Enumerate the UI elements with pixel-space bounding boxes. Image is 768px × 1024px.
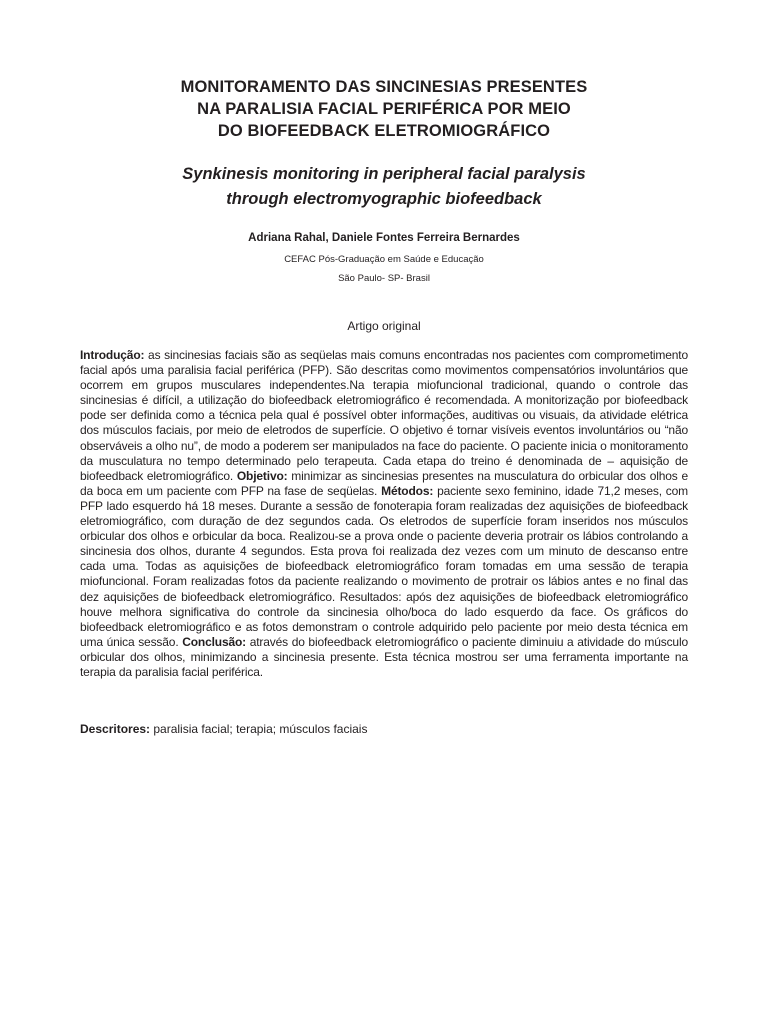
methods-text: paciente sexo feminino, idade 71,2 meses, com PFP lado esquerdo há 18 meses. Durante a sessão de fonoterapia foram realizadas dez aquisições de biofeedback eletromiográfico, com duração de dez segundos cada. Os eletrodos de superfície foram inseridos nos músculos orbicular dos olhos e orbicular da boca. Realizou-se a prova onde o paciente deveria protrair os lábios controlando a sincinesia dos olhos, durante 4 segundos. Esta prova foi realizada dez vezes com um minuto de descanso entre cada uma. Todas as aquisições de biofeedback eletromiográfico foram tomadas em uma sessão de terapia miofuncional. Foram realizadas fotos da paciente realizando o movimento de protrair os lábios antes e no final das dez aquisições de biofeedback eletromiográfico. Resultados: após dez aquisições de biofeedback eletromiográfico houve melhora significativa do controle da sincinesia olho/boca do lado esquerdo da face. Os gráficos do biofeedback eletromiográfico e as fotos demonstram o controle adquirido pelo paciente por meio desta técnica em uma única sessão.: [80, 483, 688, 649]
affiliation-block: [80, 250, 688, 288]
descriptors: [80, 721, 688, 737]
descriptors-text: paralisia facial; terapia; músculos faciais: [150, 722, 368, 736]
article-type: Artigo original: [347, 319, 421, 333]
objective-label: Objetivo:: [236, 468, 288, 483]
intro-label: Introdução:: [80, 348, 145, 362]
title-line: MONITORAMENTO DAS SINCINESIAS PRESENTES: [180, 78, 588, 96]
location: São Paulo- SP- Brasil: [338, 273, 430, 284]
methods-label: Métodos:: [381, 483, 434, 498]
title-portuguese: [80, 76, 688, 142]
title-english: [80, 162, 688, 211]
affiliation: CEFAC Pós-Graduação em Saúde e Educação: [284, 254, 484, 265]
objective-text: minimizar as sincinesias presentes na musculatura do orbicular dos olhos e da boca em um paciente com PFP na fase de seqüelas.: [80, 468, 688, 498]
title-english-line: Synkinesis monitoring in peripheral facial paralysis: [182, 165, 586, 183]
descriptors-label: Descritores:: [80, 722, 151, 736]
title-line: DO BIOFEEDBACK ELETROMIOGRÁFICO: [217, 122, 551, 140]
title-line: NA PARALISIA FACIAL PERIFÉRICA POR MEIO: [197, 100, 571, 118]
authors: Adriana Rahal, Daniele Fontes Ferreira Bernardes: [248, 232, 520, 244]
intro-text: as sincinesias faciais são as seqüelas mais comuns encontradas nos pacientes com comprometimento facial após uma paralisia facial periférica (PFP). São descritas como movimentos compensatórios involuntários que ocorrem em grupos musculares independentes.Na terapia miofuncional tradicional, quando o controle das sincinesias é difícil, a utilização do biofeedback eletromiográfico é recomendada. A monitorização por biofeedback pode ser definida como a técnica pela qual é possível obter informações, auditivas ou visuais, da atividade elétrica dos músculos faciais, por meio de eletrodos de superfície. O objetivo é tornar visíveis eventos involuntários ou “não observáveis a olho nu”, de modo a poderem ser manipulados na face do paciente. O paciente inicia o monitoramento da musculatura no tempo determinado pelo terapeuta. Cada etapa do treino é denominada de – aquisição de biofeedback eletromiográfico.: [80, 348, 688, 483]
abstract: [80, 348, 688, 680]
title-english-line: through electromyographic biofeedback: [226, 189, 542, 208]
conclusion-text: através do biofeedback eletromiográfico o paciente diminuiu a atividade do músculo orbicular dos olhos, minimizando a sincinesia presente. Esta técnica mostrou ser uma ferramenta importante na terapia da paralisia facial periférica.: [80, 634, 688, 679]
conclusion-label: Conclusão:: [182, 634, 247, 649]
